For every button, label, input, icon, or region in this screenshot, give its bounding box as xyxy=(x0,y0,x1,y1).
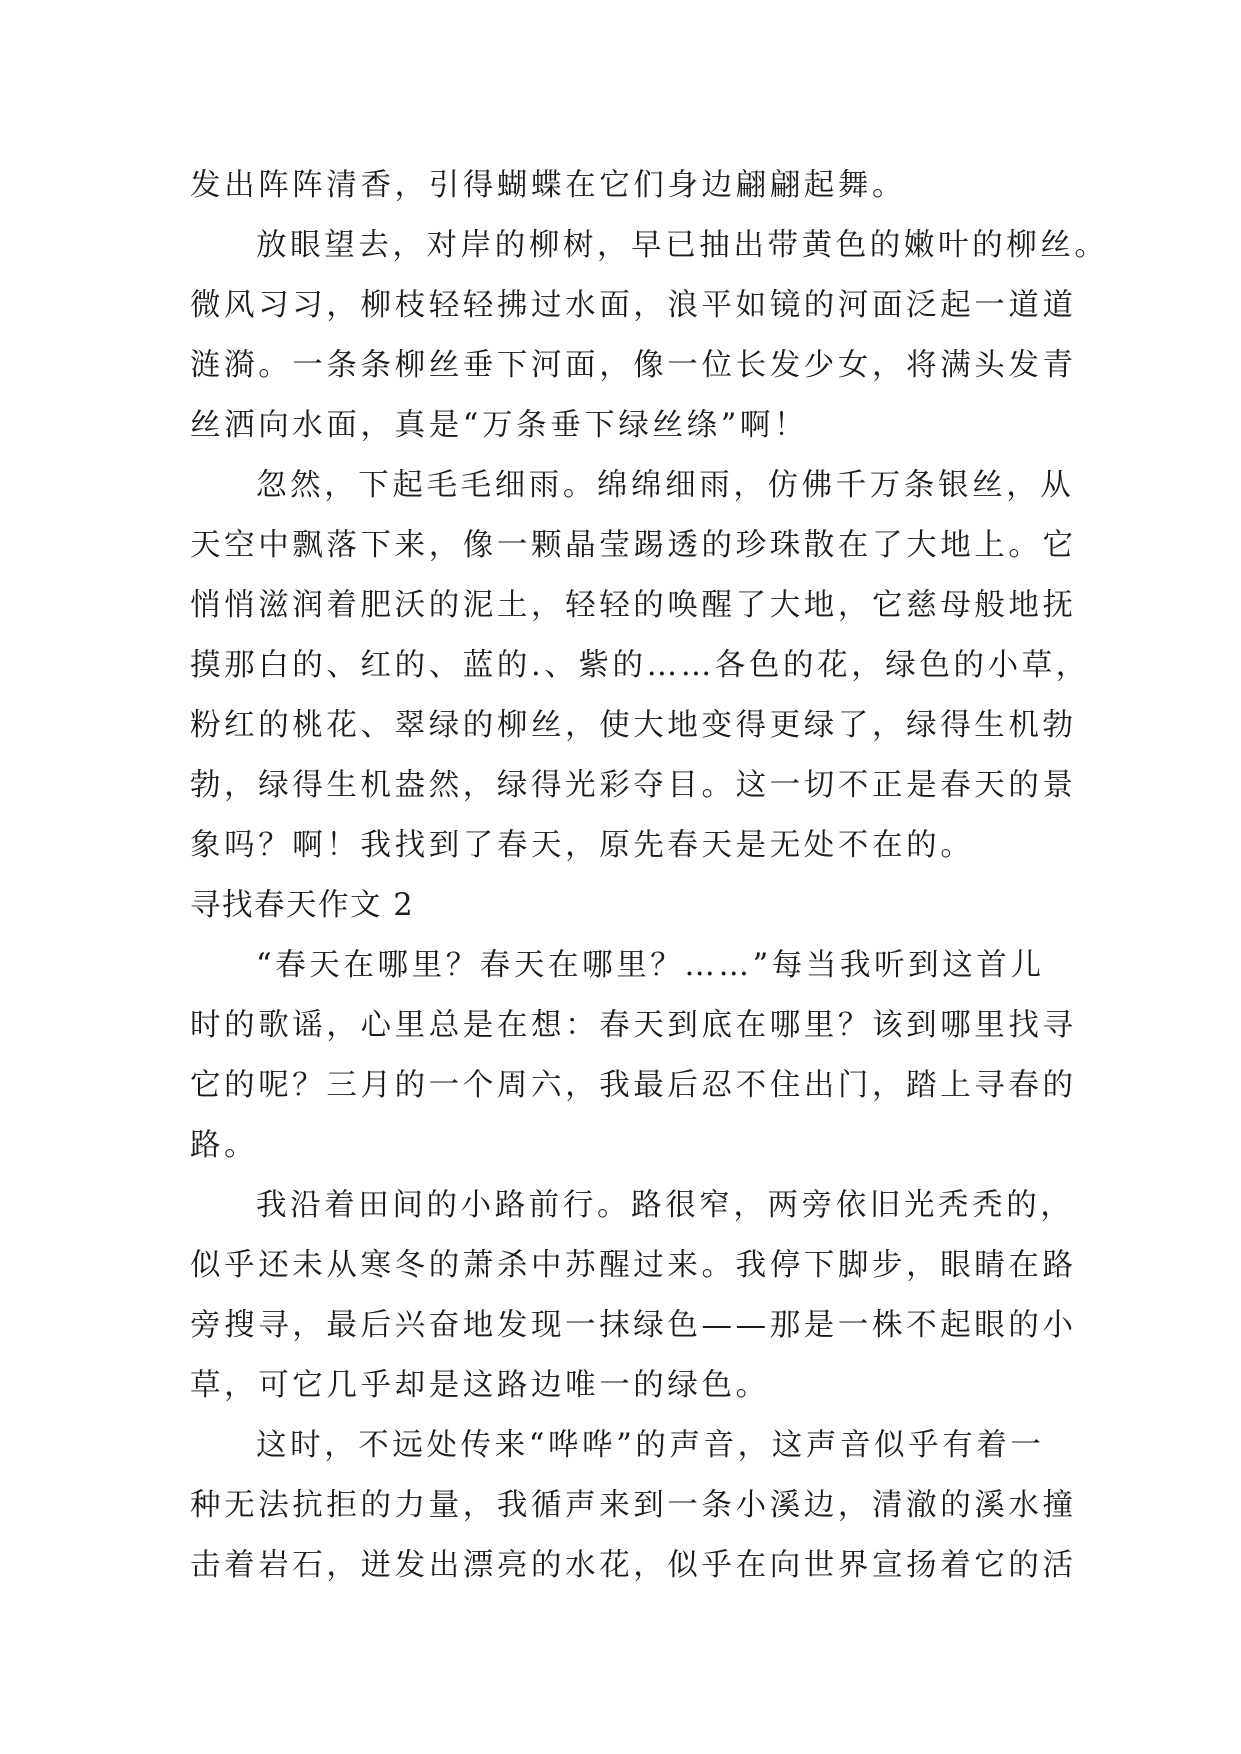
text-line: 悄悄滋润着肥沃的泥土，轻轻的唤醒了大地，它慈母般地抚 xyxy=(190,588,1077,623)
text-line: 丝洒向水面，真是“万条垂下绿丝绦”啊！ xyxy=(190,408,809,443)
text-line: 它的呢？三月的一个周六，我最后忍不住出门，踏上寻春的 xyxy=(190,1068,1077,1103)
text-line: 象吗？啊！我找到了春天，原先春天是无处不在的。 xyxy=(190,828,975,863)
text-line: 种无法抗拒的力量，我循声来到一条小溪边，清澈的溪水撞 xyxy=(190,1488,1077,1523)
paragraph-first-line: 忽然，下起毛毛细雨。绵绵细雨，仿佛千万条银丝，从 xyxy=(256,468,1075,503)
text-line: 发出阵阵清香，引得蝴蝶在它们身边翩翩起舞。 xyxy=(190,168,907,203)
text-line: 勃，绿得生机盎然，绿得光彩夺目。这一切不正是春天的景 xyxy=(190,768,1077,803)
text-line: 微风习习，柳枝轻轻拂过水面，浪平如镜的河面泛起一道道 xyxy=(190,288,1077,323)
paragraph-first-line: 我沿着田间的小路前行。路很窄，两旁依旧光秃秃的， xyxy=(256,1188,1075,1223)
text-line: 击着岩石，迸发出漂亮的水花，似乎在向世界宣扬着它的活 xyxy=(190,1548,1077,1583)
text-line: 旁搜寻，最后兴奋地发现一抹绿色——那是一株不起眼的小 xyxy=(190,1308,1077,1343)
text-line: 似乎还未从寒冬的萧杀中苏醒过来。我停下脚步，眼睛在路 xyxy=(190,1248,1077,1283)
paragraph-first-line: 这时，不远处传来“哗哗”的声音，这声音似乎有着一 xyxy=(256,1428,1045,1463)
text-line: 摸那白的、红的、蓝的.、紫的……各色的花，绿色的小草， xyxy=(190,648,1090,683)
text-line: 涟漪。一条条柳丝垂下河面，像一位长发少女，将满头发青 xyxy=(190,348,1077,383)
text-line: 路。 xyxy=(190,1128,259,1163)
text-line: 时的歌谣，心里总是在想：春天到底在哪里？该到哪里找寻 xyxy=(190,1008,1077,1043)
paragraph-first-line: 放眼望去，对岸的柳树，早已抽出带黄色的嫩叶的柳丝。 xyxy=(256,228,1109,263)
document-body xyxy=(190,156,1109,1596)
section-heading: 寻找春天作文 2 xyxy=(190,888,415,923)
paragraph-first-line: “春天在哪里？春天在哪里？……”每当我听到这首儿 xyxy=(256,948,1045,983)
text-line: 粉红的桃花、翠绿的柳丝，使大地变得更绿了，绿得生机勃 xyxy=(190,708,1077,743)
text-line: 天空中飘落下来，像一颗晶莹踢透的珍珠散在了大地上。它 xyxy=(190,528,1077,563)
text-line: 草，可它几乎却是这路边唯一的绿色。 xyxy=(190,1368,770,1403)
